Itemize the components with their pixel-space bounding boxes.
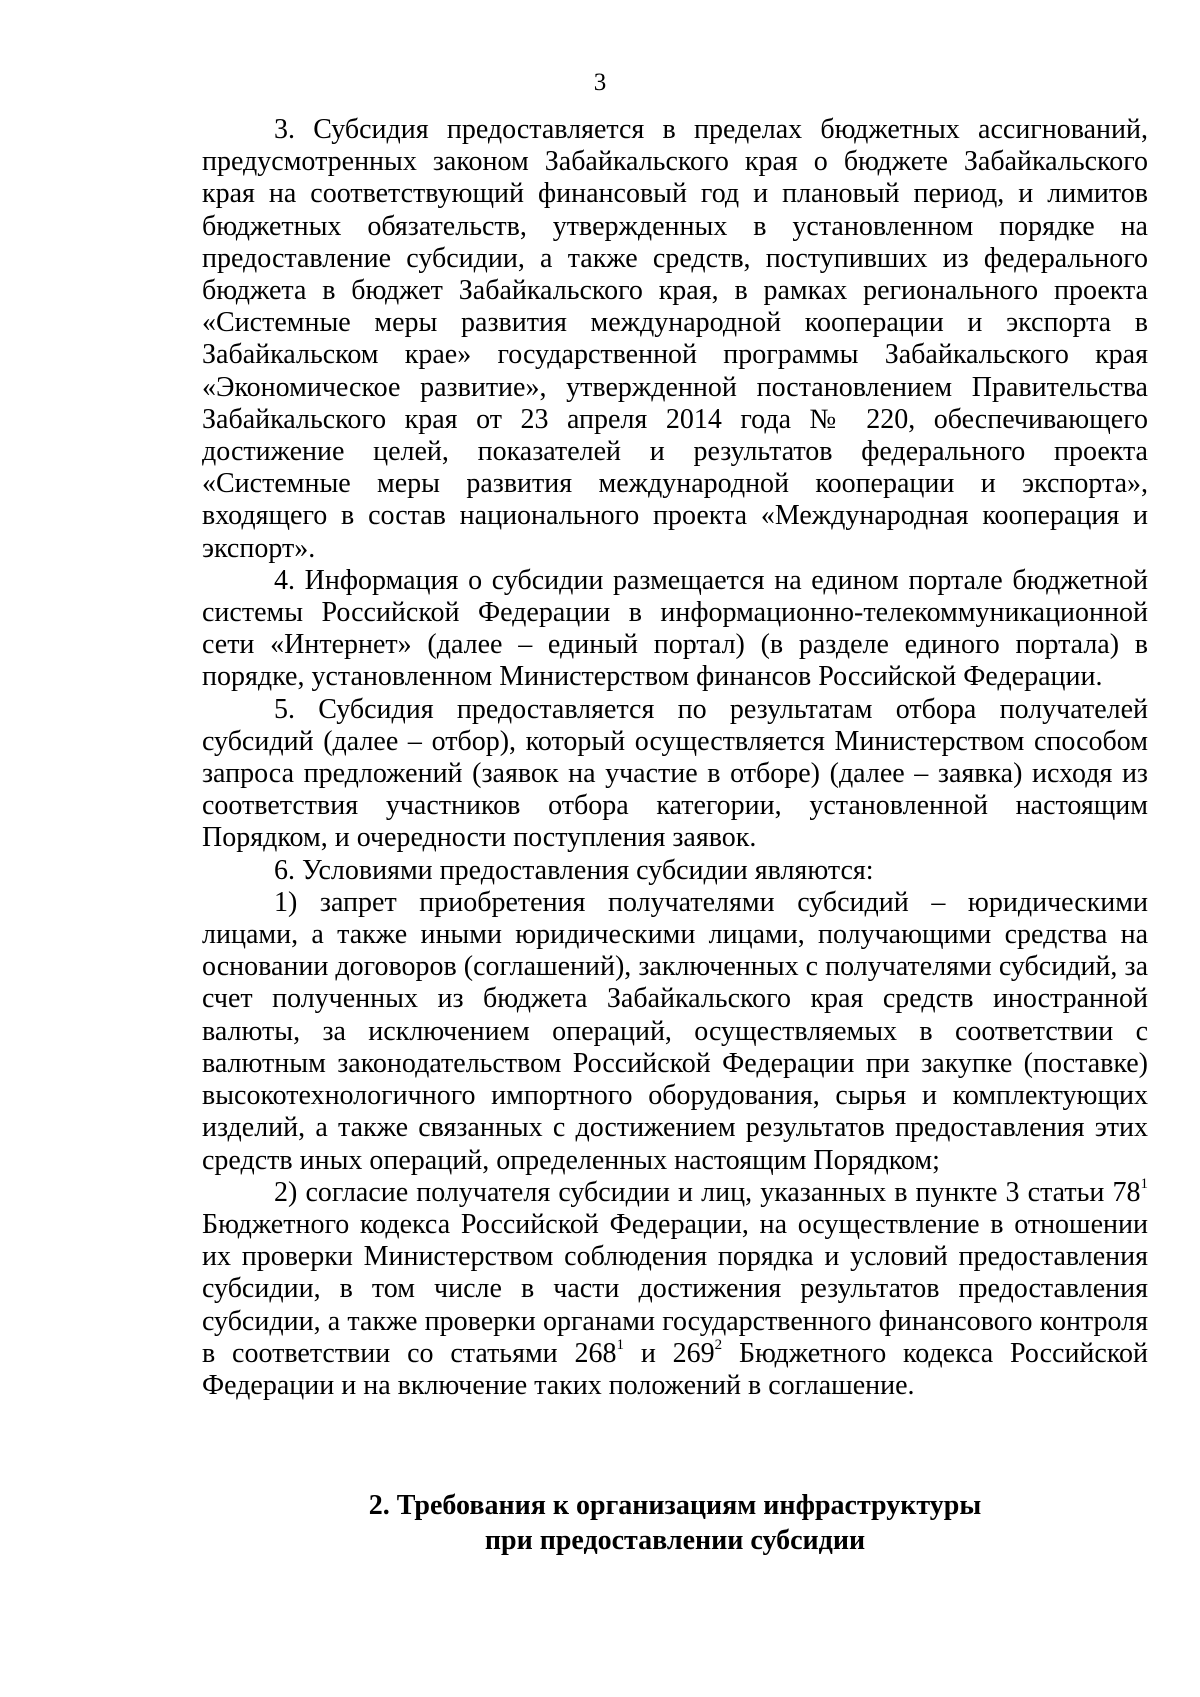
superscript-article-78: 1: [1140, 1175, 1148, 1192]
section-heading-line-1: 2. Требования к организациям инфраструктуры: [368, 1490, 982, 1521]
item-2-text-part-2: Бюджетного кодекса Российской Федерации, на осуществление в отношении их проверки Министерством соблюдения порядка и условий предоставления субсидии, в том числе в части достижения результатов предоставления субсидии, а также проверки органами государственного финансового контроля в соответствии со статьями 268: [202, 1208, 1148, 1369]
paragraph-6: 6. Условиями предоставления субсидии являются:: [274, 854, 874, 886]
page-number: 3: [593, 69, 607, 96]
paragraph-5: 5. Субсидия предоставляется по результатам отбора получателей субсидий (далее – отбор), который осуществляется Министерством способом запроса предложений (заявок на участие в отборе) (далее – заявка) исходя из соответствия участников отбора категории, установленной настоящим Порядком, и очередности поступления заявок.: [202, 693, 1148, 854]
superscript-article-269: 2: [714, 1336, 723, 1353]
superscript-article-268: 1: [616, 1336, 624, 1353]
section-heading: [202, 1488, 1148, 1558]
paragraph-4: 4. Информация о субсидии размещается на едином портале бюджетной системы Российской Федерации в информационно-телекоммуникационной сети «Интернет» (далее – единый портал) (в разделе единого портала) в порядке, установленном Министерством финансов Российской Федерации.: [202, 564, 1148, 693]
document-body: [202, 114, 1148, 1402]
section-heading-line-2: при предоставлении субсидии: [484, 1525, 866, 1556]
paragraph-6-item-1: 1) запрет приобретения получателями субсидий – юридическими лицами, а также иными юридическими лицами, получающими средства на основании договоров (соглашений), заключенных с получателями субсидий, за счет полученных из бюджета Забайкальского края средств иностранной валюты, за исключением операций, осуществляемых в соответствии с валютным законодательством Российской Федерации при закупке (поставке) высокотехнологичного импортного оборудования, сырья и комплектующих изделий, а также связанных с достижением результатов предоставления этих средств иных операций, определенных настоящим Порядком;: [202, 886, 1148, 1176]
item-2-text-part-3: и 269: [623, 1337, 715, 1369]
item-2-text-part-1: 2) согласие получателя субсидии и лиц, указанных в пункте 3 статьи 78: [274, 1176, 1141, 1208]
item-2-text-part-4: Бюджетного кодекса Российской Федерации и на включение таких положений в соглашение.: [202, 1337, 1149, 1401]
paragraph-3: 3. Субсидия предоставляется в пределах бюджетных ассигнований, предусмотренных законом Забайкальского края о бюджете Забайкальского края на соответствующий финансовый год и плановый период, и лимитов бюджетных обязательств, утвержденных в установленном порядке на предоставление субсидии, а также средств, поступивших из федерального бюджета в бюджет Забайкальского края, в рамках регионального проекта «Системные меры развития международной кооперации и экспорта в Забайкальском крае» государственной программы Забайкальского края «Экономическое развитие», утвержденной постановлением Правительства Забайкальского края от 23 апреля 2014 года № 220, обеспечивающего достижение целей, показателей и результатов федерального проекта «Системные меры развития международной кооперации и экспорта», входящего в состав национального проекта «Международная кооперация и экспорт».: [202, 114, 1148, 564]
paragraph-6-item-2: [202, 1177, 1148, 1402]
